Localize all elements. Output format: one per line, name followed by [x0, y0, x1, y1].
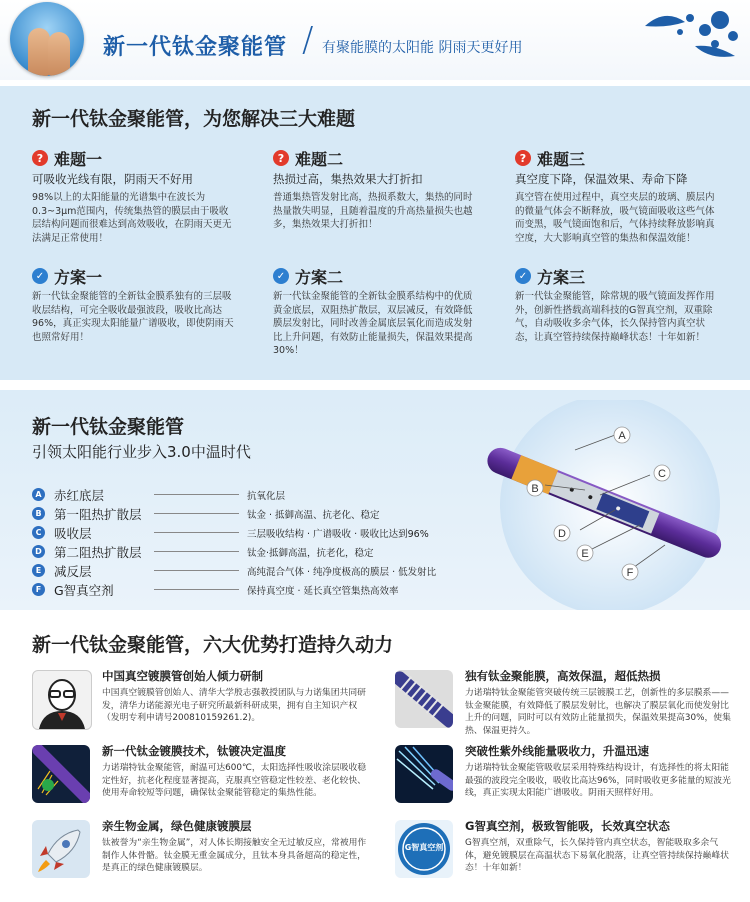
layer-badge: E [32, 564, 45, 577]
layer-row [32, 580, 452, 599]
advantage-heading: 亲生物金属，绿色健康镀膜层 [102, 819, 252, 833]
tube-label-b: B [531, 483, 539, 495]
portrait-icon [32, 670, 92, 730]
tube-label-c: C [658, 468, 666, 480]
layer-badge: F [32, 583, 45, 596]
layer-row [32, 542, 452, 561]
header-slash: / [302, 20, 314, 60]
advantage-item-2 [395, 670, 735, 740]
layer-badge: C [32, 526, 45, 539]
advantages-title: 新一代钛金聚能管，六大优势打造持久动力 [32, 634, 394, 656]
layer-desc: 钛金·抵御高温，抗老化，稳定 [247, 547, 374, 559]
layer-name: 减反层 [54, 563, 92, 579]
advantage-heading: 中国真空镀膜管创始人倾力研制 [102, 669, 263, 683]
layer-name: 赤红底层 [54, 487, 105, 503]
tube-cross-section-diagram [450, 400, 750, 610]
tube-label-f: F [626, 567, 634, 579]
solution-column-1 [32, 266, 237, 344]
advantage-item-3 [32, 745, 372, 815]
question-icon: ? [273, 150, 289, 166]
child-figure-right [48, 32, 70, 76]
question-icon: ? [515, 150, 531, 166]
advantage-item-6 [395, 820, 735, 890]
problem-lead: 热损过高，集热效果大打折扣 [273, 172, 423, 186]
solution-heading: 方案三 [537, 267, 586, 287]
coil-tube-icon [395, 670, 453, 728]
solution-heading: 方案一 [54, 267, 103, 287]
floral-ornament-icon [625, 6, 745, 66]
layer-name: 吸收层 [54, 525, 92, 541]
leader-line [154, 494, 239, 495]
problem-heading: 难题一 [54, 149, 103, 169]
g-vacuum-badge-icon [395, 820, 453, 878]
tube-label-e: E [581, 548, 589, 560]
solution-text: 新一代钛金聚能管，除常规的吸气镜面发挥作用外，创新性搭载高端科技的G智真空剂，双重除气，自动吸收多余气体，长久保持管内真空状态，让真空管持续保持巅峰状态！十年如新！ [515, 291, 715, 343]
children-photo-logo [10, 2, 84, 76]
solution-text: 新一代钛金聚能管的全新钛金膜系结构中的优质黄金底层，双阻热扩散层，双层减反，有效降低膜层发射比，同时改善金属底层氧化而造成发射比上升问题，有效防止能量损失，保温效果提高30%！ [273, 291, 473, 356]
layer-desc: 保持真空度 · 延长真空管集热高效率 [247, 585, 399, 597]
structure-title: 新一代钛金聚能管 [32, 416, 185, 438]
header-title: 新一代钛金聚能管 [103, 35, 288, 60]
leader-line [154, 551, 239, 552]
problem-text: 真空管在使用过程中，真空夹层的玻璃、膜层内的微量气体会不断释放，吸气镜面吸收这些气体而变黑，吸气镜面饱和后，气体持续释放影响真空度，大大影响真空管的集热和保温效能！ [515, 192, 715, 244]
leader-line [154, 589, 239, 590]
advantage-heading: G智真空剂，极致智能吸，长效真空状态 [465, 819, 670, 833]
layer-name: G智真空剂 [54, 582, 114, 598]
advantage-heading: 独有钛金聚能膜，高效保温，超低热损 [465, 669, 661, 683]
layer-desc: 抗氧化层 [247, 490, 286, 502]
layer-list [32, 485, 452, 599]
advantage-text: 中国真空镀膜管创始人、清华大学殷志强教授团队与力诺集团共同研发，清华力诺能源光电子研究所最新科研成果，拥有自主知识产权（发明专利申请号200810159261.2)。 [102, 688, 366, 723]
rocket-icon [32, 820, 90, 878]
advantage-text: 力诺瑞特钛金聚能管，耐温可达600℃，太阳选择性吸收涂层吸收稳定性好，抗老化程度显著提高，克服真空管稳定性较差、老化较快、使用寿命较短等问题，确保钛金聚能管稳定的集热性能。 [102, 763, 367, 798]
layer-row [32, 504, 452, 523]
layer-badge: B [32, 507, 45, 520]
layer-row [32, 561, 452, 580]
problem-column-1 [32, 148, 237, 245]
advantage-text: 力诺瑞特钛金聚能管突破传统三层镀膜工艺，创新性的多层膜系——钛金聚能膜，有效降低了膜层发射比，也解决了膜层氧化而使发射比上升的问题，同时可以有效防止能量损失，保温效果提高30%，使集热、保温更持久。 [465, 688, 731, 736]
leader-line [154, 513, 239, 514]
layer-row [32, 485, 452, 504]
solution-heading: 方案二 [295, 267, 344, 287]
advantage-heading: 新一代钛金镀膜技术，钛镀决定温度 [102, 744, 286, 758]
advantage-heading: 突破性紫外线能量吸收力，升温迅速 [465, 744, 649, 758]
advantage-text: 钛被誉为“亲生物金属”，对人体长期接触安全无过敏反应，常被用作制作人体骨骼。钛金膜无重金属成分，且钛本身具备超高的稳定性，是真正的绿色健康镀膜层。 [102, 838, 367, 873]
solution-column-2 [273, 266, 478, 358]
solution-column-3 [515, 266, 720, 344]
g-vacuum-badge-text: G智真空剂 [404, 843, 444, 852]
layer-desc: 高纯混合气体 · 纯净度极高的膜层 · 低发射比 [247, 566, 437, 578]
check-icon: ✓ [273, 268, 289, 284]
solution-text: 新一代钛金聚能管的全新钛金膜系独有的三层吸收层结构，可完全吸收最强波段，吸收比高达96%，真正实现太阳能量广谱吸收，即使阴雨天也照常好用！ [32, 291, 234, 343]
layer-name: 第二阻热扩散层 [54, 544, 142, 560]
fiber-tube-icon [32, 745, 90, 803]
check-icon: ✓ [515, 268, 531, 284]
tube-label-a: A [618, 430, 626, 442]
problem-heading: 难题二 [295, 149, 344, 169]
problems-title: 新一代钛金聚能管，为您解决三大难题 [32, 108, 356, 130]
problem-lead: 可吸收光线有限，阴雨天不好用 [32, 172, 193, 186]
problem-column-3 [515, 148, 720, 245]
layer-badge: D [32, 545, 45, 558]
light-beam-icon [395, 745, 453, 803]
problem-lead: 真空度下降，保温效果、寿命下降 [515, 172, 688, 186]
advantage-text: 力诺瑞特钛金聚能管吸收层采用特殊结构设计，有选择性的将太阳能最强的波段完全吸收，吸收比高达96%，同时吸收更多能量的短波光线，真正实现太阳能广谱吸收。阴雨天照样好用。 [465, 763, 731, 798]
advantage-text: G智真空剂，双重除气，长久保持管内真空状态，智能吸取多余气体，避免镀膜层在高温状态下易氧化脱落，让真空管持续保持巅峰状态！十年如新！ [465, 838, 729, 873]
problem-text: 98%以上的太阳能量的光谱集中在波长为0.3~3μm范围内，传统集热管的膜层由于吸收层结构问题而很难达到高效吸收，在阴雨天更无法满足正常使用！ [32, 192, 232, 244]
leader-line [154, 532, 239, 533]
child-figure-left [28, 28, 50, 76]
leader-line [154, 570, 239, 571]
layer-badge: A [32, 488, 45, 501]
problem-heading: 难题三 [537, 149, 586, 169]
advantage-item-1 [32, 670, 372, 740]
question-icon: ? [32, 150, 48, 166]
header-subtitle: 有聚能膜的太阳能 阴雨天更好用 [322, 40, 523, 56]
problem-column-2 [273, 148, 478, 232]
structure-subtitle: 引领太阳能行业步入3.0中温时代 [32, 443, 251, 461]
layer-row [32, 523, 452, 542]
layer-desc: 钛金 · 抵御高温、抗老化、稳定 [247, 509, 380, 521]
advantage-item-5 [32, 820, 372, 890]
tube-label-d: D [558, 528, 566, 540]
layer-name: 第一阻热扩散层 [54, 506, 142, 522]
check-icon: ✓ [32, 268, 48, 284]
advantage-item-4 [395, 745, 735, 815]
problem-text: 普通集热管发射比高，热损系数大，集热的同时热量散失明显，且随着温度的升高热量损失也越多，集热效果大打折扣！ [273, 192, 473, 230]
layer-desc: 三层吸收结构 · 广谱吸收 · 吸收比达到96% [247, 528, 429, 540]
